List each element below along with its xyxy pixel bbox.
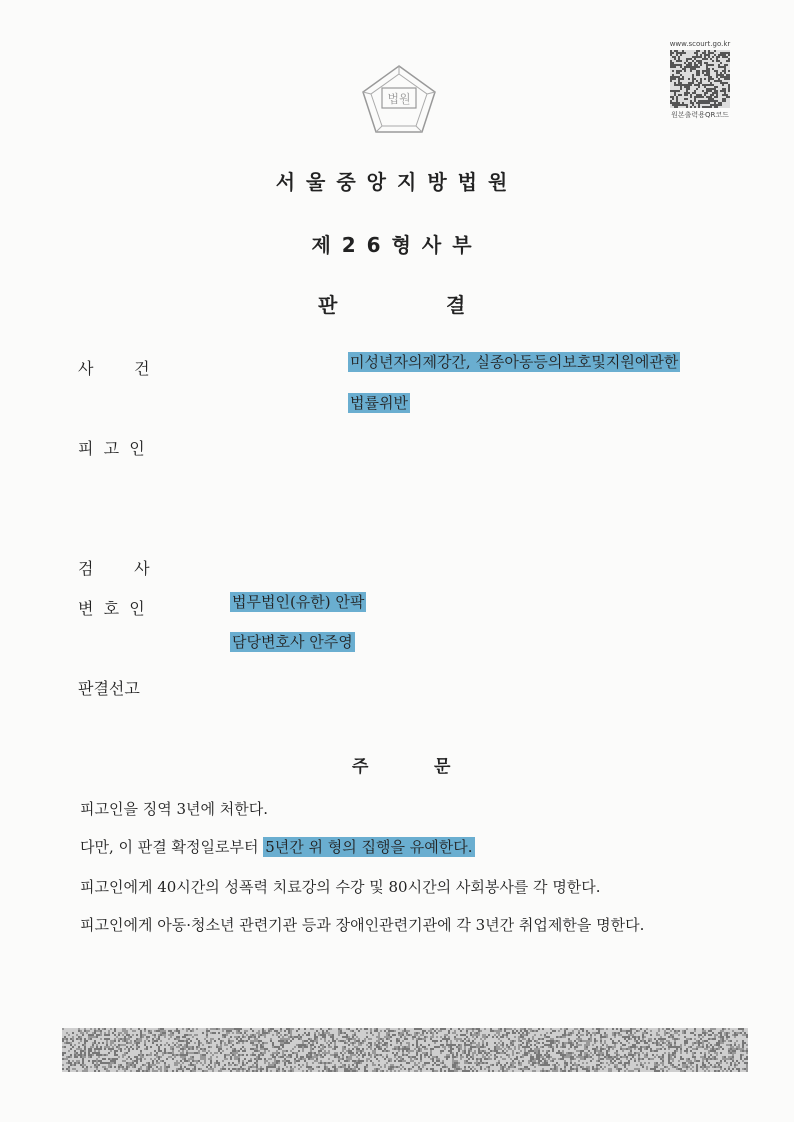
prosecutor-label: 검 사 — [78, 559, 150, 578]
qr-caption: 원본출력용QR코드 — [671, 111, 729, 119]
counsel-value-line2: 담당변호사 안주영 — [232, 633, 353, 651]
court-seal-emblem — [358, 62, 440, 136]
case-value-line1: 미성년자의제강간, 실종아동등의보호및지원에관한 — [350, 353, 679, 371]
order-line-1: 피고인을 징역 3년에 처한다. — [80, 800, 269, 818]
counsel-value-line1: 법무법인(유한) 안팍 — [232, 593, 365, 611]
qr-code-icon — [670, 50, 730, 108]
division-name: 제26형사부 — [311, 233, 483, 257]
court-name: 서울중앙지방법원 — [275, 170, 519, 194]
qr-url: www.scourt.go.kr — [669, 40, 731, 48]
order-line-3: 피고인에게 40시간의 성폭력 치료강의 수강 및 80시간의 사회봉사를 각 명한다. — [80, 878, 601, 896]
defendant-label: 피 고 인 — [78, 439, 145, 458]
order-line-2-highlight: 5년간 위 형의 집행을 유예한다. — [265, 838, 473, 856]
order-line-2 — [80, 836, 475, 858]
case-label: 사 건 — [78, 359, 150, 378]
case-value-line2: 법률위반 — [350, 394, 408, 412]
redacted-noise-band — [62, 1028, 748, 1072]
sentencing-label: 판결선고 — [78, 679, 140, 698]
order-heading-right: 문 — [434, 757, 451, 777]
counsel-label: 변 호 인 — [78, 599, 145, 618]
order-line-2-prefix: 다만, 이 판결 확정일로부터 — [80, 838, 264, 856]
seal-text: 법원 — [387, 92, 411, 106]
doc-type-right: 결 — [446, 293, 466, 317]
doc-type-left: 판 — [318, 293, 338, 317]
order-heading-left: 주 — [352, 757, 369, 777]
order-line-4: 피고인에게 아동·청소년 관련기관 등과 장애인관련기관에 각 3년간 취업제한을 명한다. — [80, 916, 645, 934]
